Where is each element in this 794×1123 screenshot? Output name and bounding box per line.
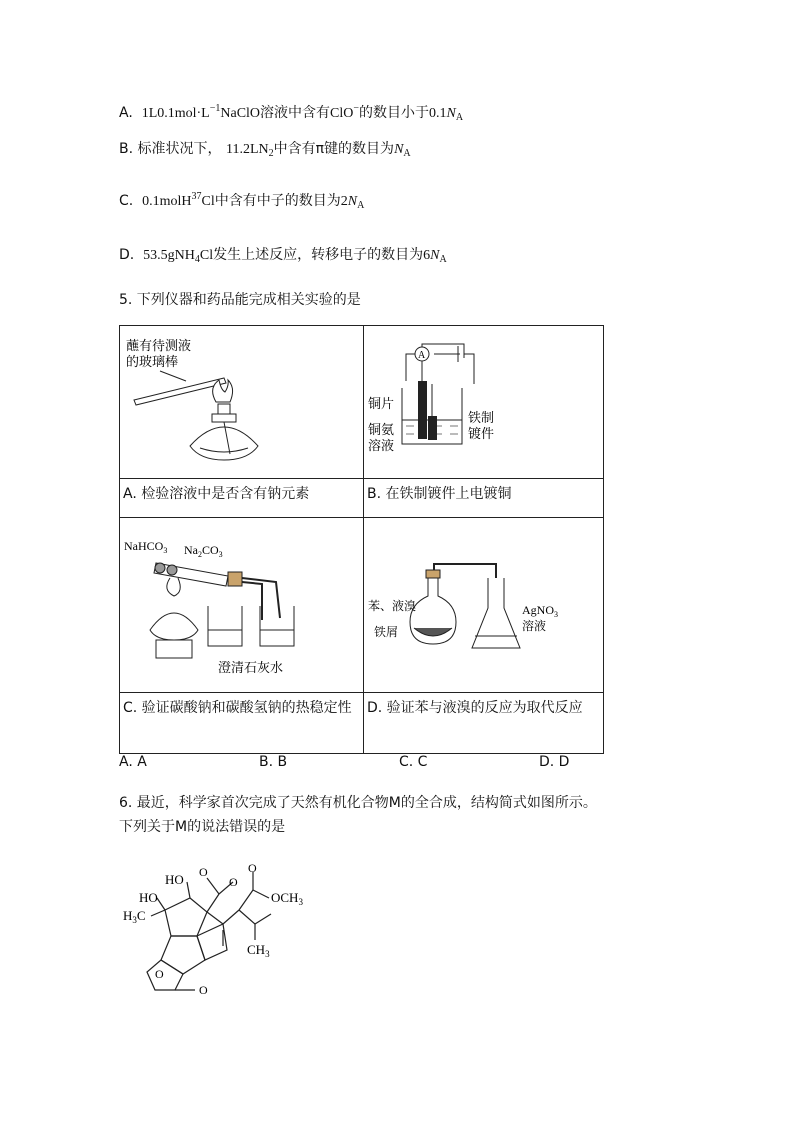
- svg-text:CH3: $CH_3$: [247, 942, 270, 959]
- svg-text:NaHCO3: NaHCO$_3$: [124, 539, 168, 555]
- svg-text:铜氨: 铜氨: [368, 422, 395, 437]
- stopper: [426, 570, 440, 578]
- svg-text:镀件: 镀件: [468, 426, 495, 441]
- flame-test-diagram: [120, 326, 363, 474]
- beaker-1: [208, 606, 242, 646]
- svg-text:铁制: 铁制: [468, 410, 495, 425]
- thermal-stability-diagram: [120, 518, 363, 688]
- q4-option-b: B. 标准状况下， $11.2LN_2$中含有π键的数目为$N_A$: [119, 141, 411, 159]
- lactone-ring: [147, 960, 183, 990]
- ring-top: [165, 898, 207, 936]
- conical-flask: [472, 578, 520, 648]
- svg-text:铜片: 铜片: [368, 396, 395, 411]
- q4-option-d: D. 53.5gNH$_4$Cl发生上述反应，转移电子的数目为$6N_A$: [119, 247, 447, 265]
- q4-option-a: A. $1L0.1mol\cdot L^{-1}NaClO$溶液中含有ClO−的数目小于$0.1N_A$: [119, 103, 464, 123]
- cell-a-caption: A. 检验溶液中是否含有钠元素: [120, 479, 364, 518]
- alcohol-lamp: [150, 613, 198, 640]
- svg-text:O: O: [199, 865, 208, 879]
- cell-d-caption: D. 验证苯与液溴的反应为取代反应: [364, 693, 604, 754]
- svg-text:溶液: 溶液: [522, 619, 547, 633]
- svg-text:澄清石灰水: 澄清石灰水: [218, 660, 284, 675]
- cell-d-figure: [364, 518, 604, 693]
- q6-stem-line2: 下列关于M的说法错误的是: [119, 819, 286, 835]
- q5-options-table: [119, 325, 604, 754]
- option-b[interactable]: B. B: [259, 754, 288, 770]
- cell-b-figure: [364, 326, 604, 479]
- svg-text:蘸有待测液: 蘸有待测液: [126, 338, 192, 353]
- electroplating-diagram: [364, 326, 603, 474]
- cell-b-caption: B. 在铁制镀件上电镀铜: [364, 479, 604, 518]
- svg-text:的玻璃棒: 的玻璃棒: [126, 354, 179, 369]
- q5-stem: 5. 下列仪器和药品能完成相关实验的是: [119, 292, 361, 308]
- cell-c-figure: [120, 518, 364, 693]
- molecule-m-structure: [115, 860, 325, 1000]
- beaker-2: [260, 606, 294, 646]
- alcohol-lamp: [190, 427, 258, 460]
- q6-stem-line1: 6. 最近，科学家首次完成了天然有机化合物M的全合成，结构简式如图所示。: [119, 795, 597, 811]
- stopper: [228, 572, 242, 586]
- svg-text:HO: HO: [165, 872, 184, 887]
- formula: $1L0.1mol\cdot L^{-1}NaClO$: [141, 103, 261, 121]
- svg-text:O: O: [229, 875, 238, 889]
- option-d[interactable]: D. D: [539, 754, 570, 770]
- cell-a-figure: [120, 326, 364, 479]
- svg-text:溶液: 溶液: [368, 438, 395, 453]
- svg-text:O: O: [199, 983, 208, 997]
- svg-text:苯、液溴: 苯、液溴: [368, 599, 417, 613]
- option-a[interactable]: A. A: [119, 754, 147, 770]
- cell-c-caption: C. 验证碳酸钠和碳酸氢钠的热稳定性: [120, 693, 364, 754]
- iron-piece: [428, 416, 437, 440]
- svg-text:HO: HO: [139, 890, 158, 905]
- option-c[interactable]: C. C: [399, 754, 428, 770]
- copper-plate: [418, 381, 427, 439]
- svg-text:AgNO3: AgNO$_3$: [522, 603, 558, 619]
- svg-text:铁屑: 铁屑: [374, 625, 399, 639]
- svg-text:O: O: [155, 967, 164, 981]
- wood-block: [156, 640, 192, 658]
- q4-option-c: C. 0.1molH$^{37}$Cl中含有中子的数目为$2N_A$: [119, 191, 365, 211]
- svg-text:OCH3: $OCH_3$: [271, 890, 303, 907]
- svg-text:O: O: [248, 861, 257, 875]
- svg-text:H3C: $H_3C$: [123, 908, 146, 925]
- flame: [167, 578, 180, 596]
- substitution-reaction-diagram: [364, 518, 603, 688]
- svg-text:A: A: [418, 350, 426, 361]
- svg-text:Na2CO3: $Na_2CO_3$: [184, 543, 223, 559]
